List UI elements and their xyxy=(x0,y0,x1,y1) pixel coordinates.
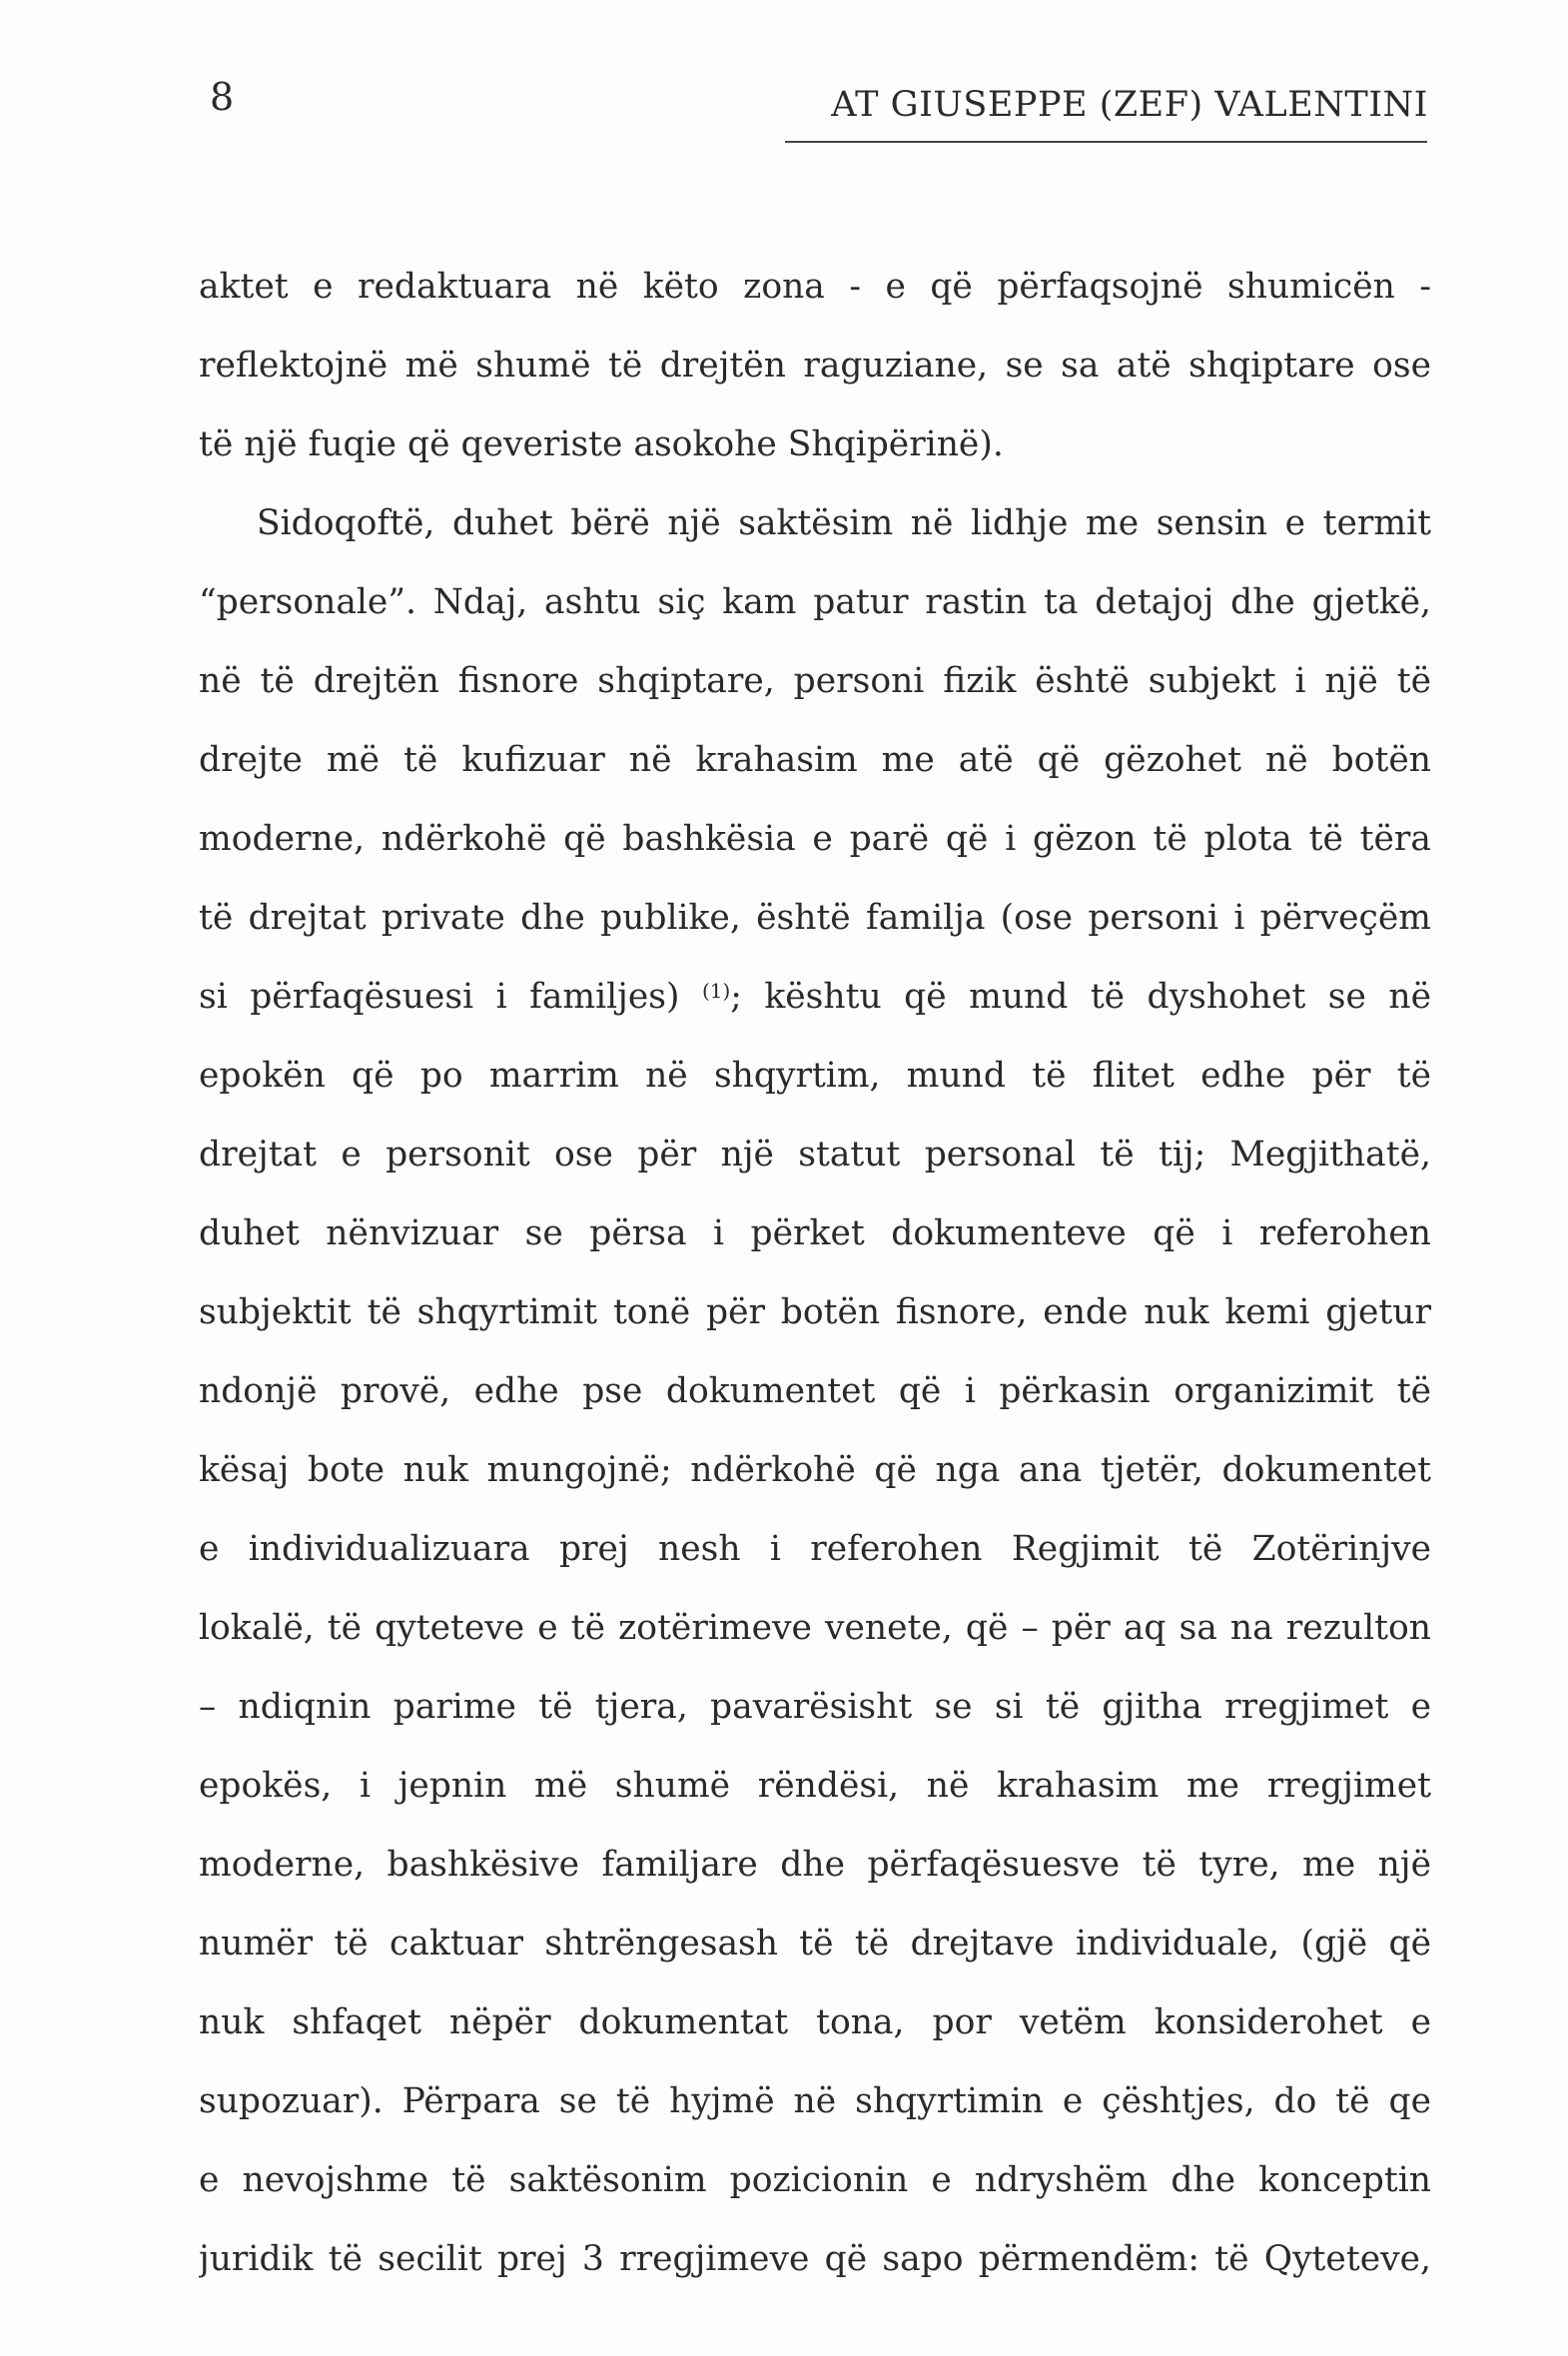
text-line xyxy=(199,958,1431,1037)
running-head: AT GIUSEPPE (ZEF) VALENTINI xyxy=(831,85,1428,125)
text-line: të një fuqie që qeveriste asokohe Shqipërinë). xyxy=(199,424,1004,464)
text-line: drejtat e personit ose për një statut personal të tij; Megjithatë, xyxy=(199,1135,1431,1175)
text-line: nuk shfaqet nëpër dokumentat tona, por vetëm konsiderohet e xyxy=(199,2002,1431,2042)
text-line: reflektojnë më shumë të drejtën raguziane, se sa atë shqiptare ose xyxy=(199,346,1431,386)
text-line: Sidoqoftë, duhet bërë një saktësim në lidhje me sensin e termit xyxy=(257,503,1431,543)
text-line: aktet e redaktuara në këto zona - e që përfaqsojnë shumicën - xyxy=(199,267,1431,307)
text-line: e individualizuara prej nesh i referohen Regjimit të Zotërinjve xyxy=(199,1529,1431,1569)
body-text xyxy=(199,248,1431,2299)
text-line: moderne, ndërkohë që bashkësia e parë që i gëzon të plota të tëra xyxy=(199,819,1431,859)
text-line: të drejtat private dhe publike, është familja (ose personi i përveçëm xyxy=(199,898,1431,938)
text-line: subjektit të shqyrtimit tonë për botën fisnore, ende nuk kemi gjetur xyxy=(199,1292,1431,1332)
text-line: drejte më të kufizuar në krahasim me atë që gëzohet në botën xyxy=(199,740,1431,780)
text-line: “personale”. Ndaj, ashtu siç kam patur rastin ta detajoj dhe gjetkë, xyxy=(199,582,1431,622)
footnote-reference: (1) xyxy=(701,979,731,1003)
header-rule xyxy=(785,141,1427,143)
text-line: moderne, bashkësive familjare dhe përfaqësuesve të tyre, me një xyxy=(199,1845,1431,1885)
text-line: kësaj bote nuk mungojnë; ndërkohë që nga ana tjetër, dokumentet xyxy=(199,1450,1431,1490)
text-line: juridik të secilit prej 3 rregjimeve që sapo përmendëm: të Qyteteve, xyxy=(199,2239,1431,2279)
text-line: në të drejtën fisnore shqiptare, personi fizik është subjekt i një të xyxy=(199,661,1431,701)
page-number: 8 xyxy=(210,75,235,119)
text-line-part: ; kështu që mund të dyshohet se në xyxy=(730,977,1431,1017)
text-line: duhet nënvizuar se përsa i përket dokumenteve që i referohen xyxy=(199,1213,1431,1253)
text-line: epokën që po marrim në shqyrtim, mund të flitet edhe për të xyxy=(199,1056,1431,1096)
text-line-part: si përfaqësuesi i familjes) xyxy=(199,977,702,1017)
text-line: numër të caktuar shtrëngesash të të drejtave individuale, (gjë që xyxy=(199,1924,1431,1963)
text-line: e nevojshme të saktësonim pozicionin e ndryshëm dhe konceptin xyxy=(199,2160,1431,2200)
text-line: ndonjë provë, edhe pse dokumentet që i përkasin organizimit të xyxy=(199,1371,1431,1411)
text-line: supozuar). Përpara se të hyjmë në shqyrtimin e çështjes, do të qe xyxy=(199,2081,1431,2121)
text-line: epokës, i jepnin më shumë rëndësi, në krahasim me rregjimet xyxy=(199,1766,1431,1806)
text-line: – ndiqnin parime të tjera, pavarësisht se si të gjitha rregjimet e xyxy=(199,1687,1431,1727)
text-line: lokalë, të qyteteve e të zotërimeve venete, që – për aq sa na rezulton xyxy=(199,1608,1431,1648)
